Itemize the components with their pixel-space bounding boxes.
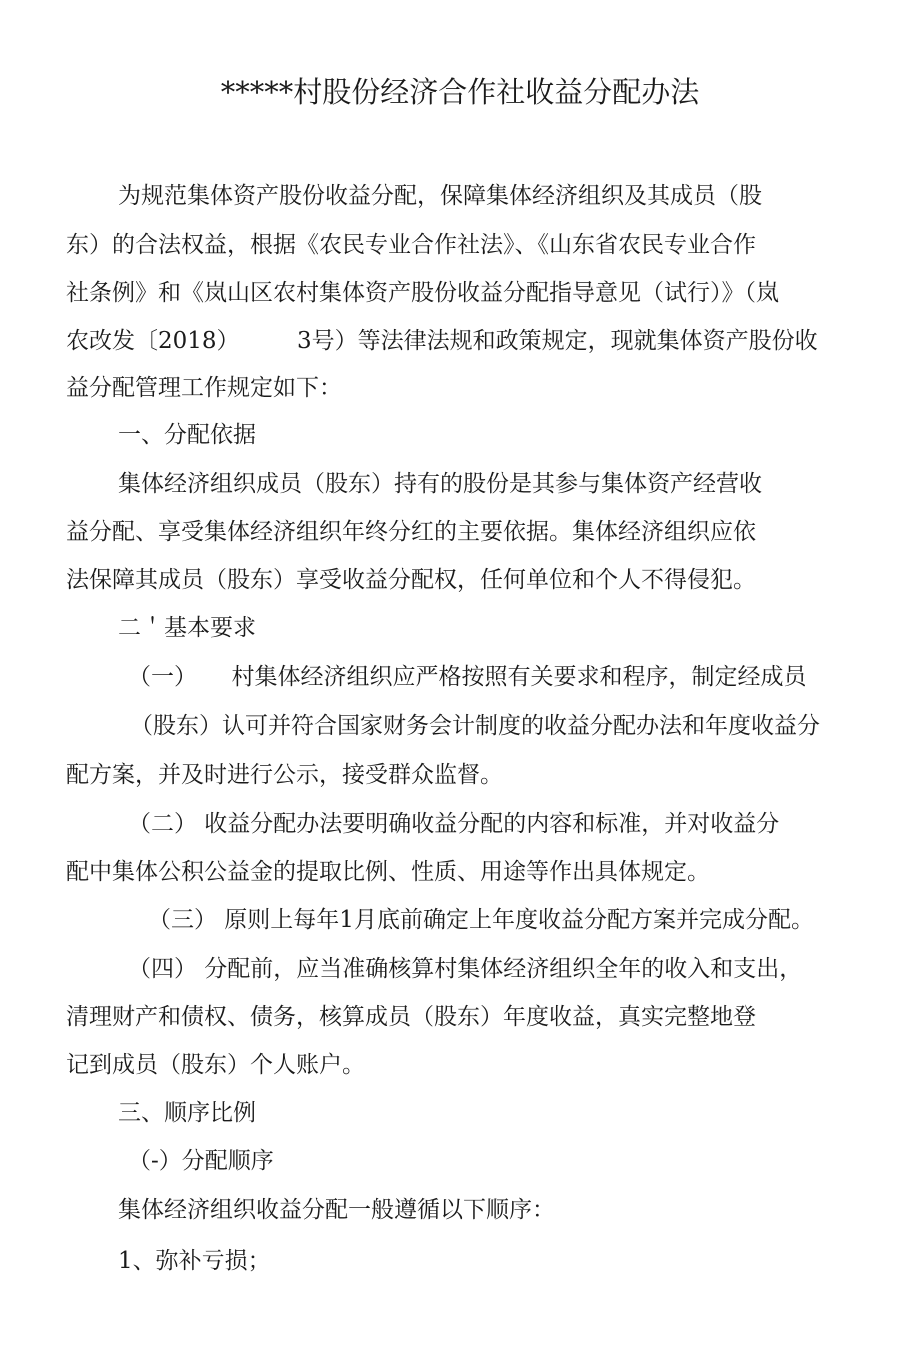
paragraph-line: （四） 分配前，应当准确核算村集体经济组织全年的收入和支出，	[128, 956, 803, 982]
paragraph-line: 集体经济组织成员（股东）持有的股份是其参与集体资产经营收	[118, 471, 762, 497]
paragraph-line: 清理财产和债权、债务，核算成员（股东）年度收益，真实完整地登	[66, 1004, 756, 1030]
paragraph-line: 配方案，并及时进行公示，接受群众监督。	[66, 762, 503, 788]
paragraph-line: 为规范集体资产股份收益分配，保障集体经济组织及其成员（股	[118, 183, 762, 209]
paragraph-line: 法保障其成员（股东）享受收益分配权，任何单位和个人不得侵犯。	[66, 567, 756, 593]
paragraph-line: 记到成员（股东）个人账户。	[66, 1052, 365, 1078]
paragraph-line: 配中集体公积公益金的提取比例、性质、用途等作出具体规定。	[66, 859, 710, 885]
paragraph-line: （股东）认可并符合国家财务会计制度的收益分配办法和年度收益分	[130, 713, 820, 739]
paragraph-line: 东）的合法权益，根据《农民专业合作社法》、《山东省农民专业合作	[66, 232, 756, 258]
section-heading: 三、顺序比例	[118, 1100, 256, 1126]
paragraph-line: （一） 村集体经济组织应严格按照有关要求和程序，制定经成员	[128, 664, 807, 690]
paragraph-line: 益分配、享受集体经济组织年终分红的主要依据。集体经济组织应依	[66, 519, 756, 545]
paragraph-line: （二） 收益分配办法要明确收益分配的内容和标准，并对收益分	[128, 811, 780, 837]
paragraph-line: 社条例》和《岚山区农村集体资产股份收益分配指导意见（试行）》（岚	[66, 280, 779, 306]
paragraph-line: 益分配管理工作规定如下：	[66, 375, 342, 401]
section-heading: 二＇基本要求	[118, 615, 256, 641]
section-heading: 一、分配依据	[118, 422, 256, 448]
paragraph-line: 集体经济组织收益分配一般遵循以下顺序：	[118, 1197, 555, 1223]
subsection-heading: （-）分配顺序	[128, 1148, 274, 1174]
paragraph-line: 农改发〔2018） 3号）等法律法规和政策规定，现就集体资产股份收	[66, 328, 818, 354]
paragraph-line: （三） 原则上每年1月底前确定上年度收益分配方案并完成分配。	[148, 907, 814, 933]
document-title: *****村股份经济合作社收益分配办法	[220, 75, 700, 109]
list-item: 1、弥补亏损；	[118, 1248, 271, 1274]
